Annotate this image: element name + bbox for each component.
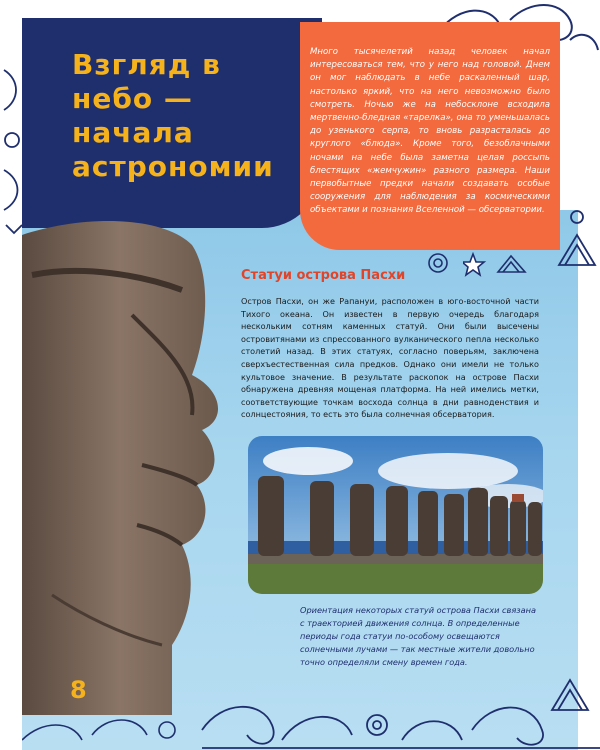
moai-row-photo xyxy=(248,436,543,594)
section-body-text: Остров Пасхи, он же Рапануи, расположен в юго-восточной части Тихого океана. Он известен в первую очередь благодаря нескольким сотням каменных статуй. Они были высечены островитянами из спрессованного вулканического пепла несколько столетий назад. В этих статуях, согласно поверьям, заключена сверхъестественная сила предков. Однако они имели не только культовое значение. В результате раскопок на острове Пасхи обнаружена древняя мощеная платформа. На ней имелись метки, соответствующие точкам восхода солнца в дни равноденствия и солнцестояния, то есть это была солнечная обсерватория. xyxy=(241,296,539,420)
spiral-doodle-icon xyxy=(425,250,451,276)
section-heading: Статуи острова Пасхи xyxy=(241,268,406,283)
intro-text: Много тысячелетий назад человек начал интересоваться тем, что у него над головой. Днем он мог наблюдать в небе раскаленный шар, настолько яркий, что на него невозможно было смотреть. Ночью же на небосклоне всходила мертвенно-бледная «тарелка», она то уменьшалась до узенького серпа, то вновь разрасталась до круглого «блюда». Кроме того, безоблачными ночами на небе была заметна целая россыпь блестящих «жемчужин» разного размера. Наши первобытные предки начали создавать особые сооружения для наблюдения за космическими объектами и познания Вселенной — обсерватории. xyxy=(310,47,550,216)
star-doodle-icon xyxy=(463,250,533,280)
page-title: Взгляд в небо — начала астрономии xyxy=(72,48,274,183)
photo-caption: Ориентация некоторых статуй острова Пасхи связана с траекторией движения солнца. В определенные периоды года статуи по-особому освещаются солнечными лучами — так местные жители довольно точно определяли смену времен года. xyxy=(300,605,536,667)
page-number: 8 xyxy=(70,676,87,704)
swirl-doodle-icon xyxy=(22,640,600,750)
triangle-doodle-icon xyxy=(555,205,600,275)
